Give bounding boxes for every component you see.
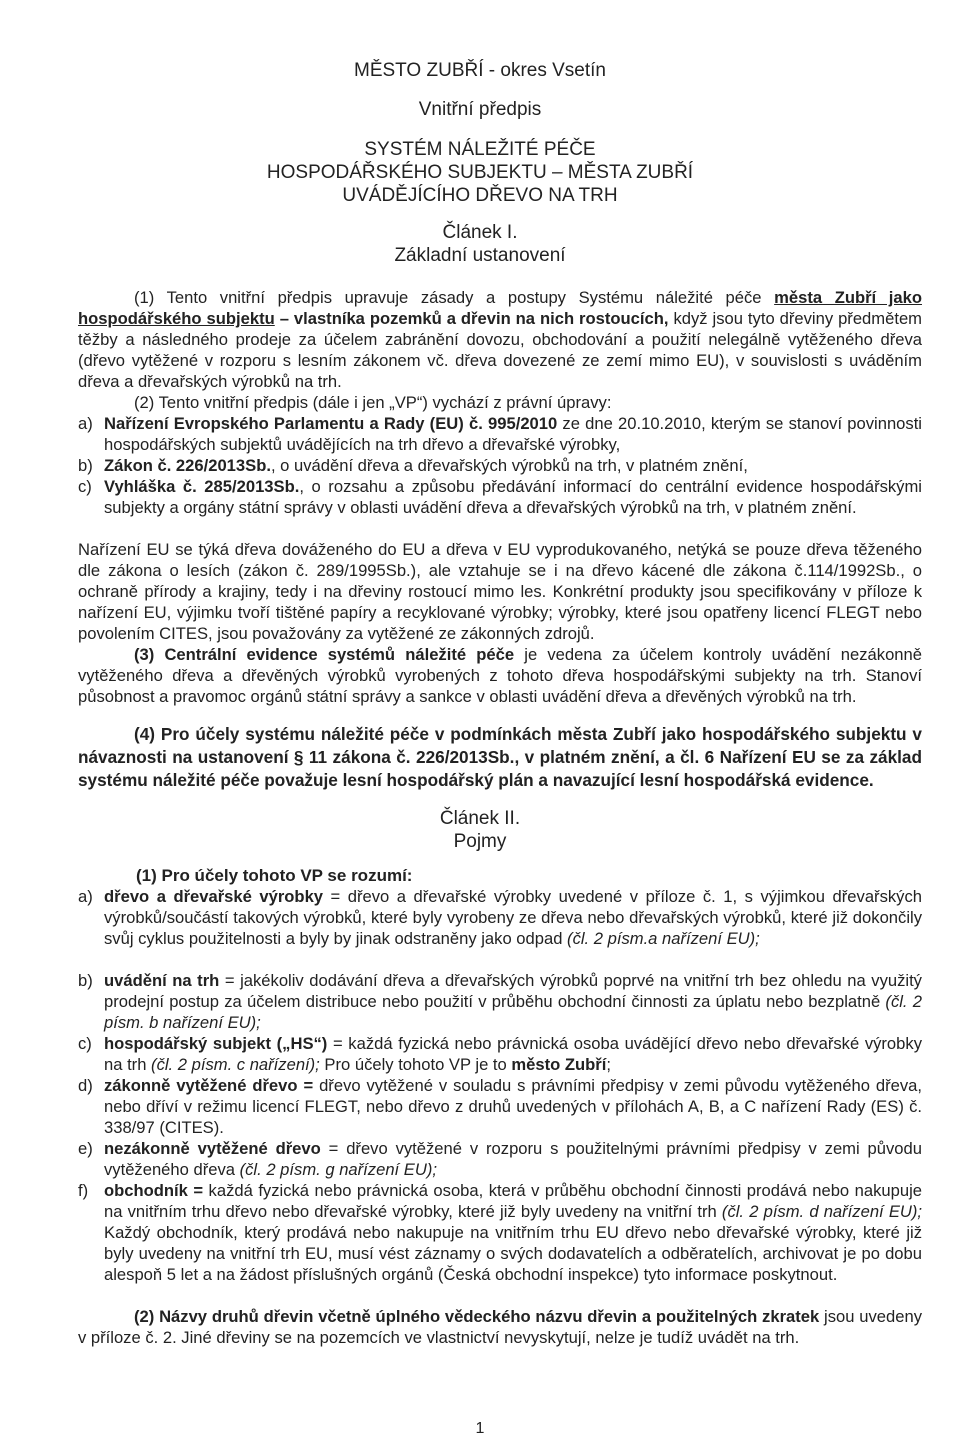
document-title-line-1: SYSTÉM NÁLEŽITÉ PÉČE bbox=[364, 139, 596, 160]
article-1-paragraph-1 bbox=[78, 287, 922, 392]
p1-owner-bold: – vlastníka pozemků a dřevin na nich rostoucích, bbox=[274, 309, 669, 328]
definition-tail-end: ; bbox=[606, 1055, 611, 1074]
definition-item bbox=[104, 1033, 922, 1075]
legal-basis-text: ze dne 20.10.2010, kterým se stanoví povinnosti hospodářských subjektů uvádějících na trh dřevo a dřevařské výrobky, bbox=[104, 414, 922, 454]
definition-item bbox=[104, 886, 922, 949]
definition-marker: e) bbox=[78, 1139, 93, 1158]
document-title-line-3: UVÁDĚJÍCÍHO DŘEVO NA TRH bbox=[342, 185, 618, 206]
legal-basis-title: Nařízení Evropského Parlamentu a Rady (EU) č. 995/2010 bbox=[104, 414, 558, 433]
document-title-line-2: HOSPODÁŘSKÉHO SUBJEKTU – MĚSTA ZUBŘÍ bbox=[266, 162, 694, 183]
p1-subject-underlined: města Zubří jako hospodářského subjektu bbox=[78, 288, 922, 328]
definition-reference: (čl. 2 písm. b nařízení EU); bbox=[104, 992, 922, 1032]
definitions-intro-text: (1) Pro účely tohoto VP se rozumí: bbox=[136, 866, 413, 885]
definition-marker: b) bbox=[78, 971, 93, 990]
list-marker: a) bbox=[78, 414, 93, 433]
definition-tail-bold: město Zubří bbox=[511, 1055, 607, 1074]
legal-basis-text: , o uvádění dřeva a dřevařských výrobků na trh, v platném znění, bbox=[270, 456, 748, 475]
definition-marker: f) bbox=[78, 1181, 89, 1200]
p2-text: jsou uvedeny v příloze č. 2. Jiné dřeviny se na pozemcích ve vlastnictví nevyskytují, nelze je tudíž uvádět na trh. bbox=[78, 1307, 923, 1347]
definition-text: dřevo vytěžené v souladu s právními předpisy v zemi původu vytěženého dřeva, nebo dříví v režimu licencí FLEGT, nebo dřevo z druhů uvedených v přílohách A, B, a C nařízení Rady (ES) č. 338/97 (CITES). bbox=[104, 1076, 922, 1137]
legal-basis-text: , o rozsahu a způsobu předávání informací do centrální evidence hospodářskými subjekty a orgány státní správy v oblasti uvádění dřeva a dřevařských výrobků na trh, v platném znění. bbox=[104, 477, 922, 517]
definition-term: dřevo a dřevařské výrobky bbox=[104, 887, 324, 906]
definition-text: každá fyzická nebo právnická osoba, která v průběhu obchodní činnosti prodává nebo nakupuje na vnitřním trhu dřevo nebo dřevařské výrobky, které již byly uvedeny na vnitřní trh bbox=[104, 1181, 922, 1221]
definition-item bbox=[104, 1075, 922, 1138]
legal-basis-item bbox=[104, 413, 922, 455]
definition-text: = dřevo a dřevařské výrobky uvedené v příloze č. 1, s výjimkou dřevařských výrobků/součástí takových výrobků, které byly vyrobeny ze dřeva nebo dřevařských výrobků, které již dokončily svůj cyklus použitelnosti a byly by jinak odstraněny jako odpad bbox=[104, 887, 922, 948]
article-2-paragraph-2 bbox=[78, 1306, 922, 1348]
definition-marker: a) bbox=[78, 887, 93, 906]
article-2-number: Článek II. bbox=[439, 808, 521, 829]
legal-basis-item bbox=[104, 455, 922, 476]
definition-reference: (čl. 2 písm. c nařízení); bbox=[151, 1055, 320, 1074]
list-marker: c) bbox=[78, 477, 92, 496]
p1-text-end: když jsou tyto dřeviny předmětem těžby a následného prodeje za účelem zabránění dovozu, obchodování a použití nelegálně vytěženého dřeva (dřevo vytěžené v rozporu s lesním zákonem vč. dřeva dovezené ze zemí mimo EU), v souvislosti s uváděním dřeva a dřevařských výrobků na trh. bbox=[78, 309, 922, 391]
page-number: 1 bbox=[475, 1420, 485, 1437]
legal-basis-title: Vyhláška č. 285/2013Sb. bbox=[104, 477, 300, 496]
article-1-number: Článek I. bbox=[442, 222, 518, 243]
definition-term: obchodník = bbox=[104, 1181, 204, 1200]
legal-basis-item bbox=[104, 476, 922, 518]
definition-reference: (čl. 2 písm. g nařízení EU); bbox=[239, 1160, 437, 1179]
definition-text: = dřevo vytěžené v rozporu s použitelnými právními předpisy v zemi původu vytěženého dřeva bbox=[104, 1139, 922, 1179]
definition-reference: (čl. 2 písm. d nařízení EU); bbox=[721, 1202, 923, 1221]
p2-heading: (2) Názvy druhů dřevin včetně úplného vědeckého názvu dřevin a použitelných zkratek bbox=[134, 1307, 820, 1326]
definition-item bbox=[104, 970, 922, 1033]
definition-item bbox=[104, 1138, 922, 1180]
article-1-title: Základní ustanovení bbox=[394, 245, 566, 266]
definition-marker: c) bbox=[78, 1034, 92, 1053]
definition-item bbox=[104, 1180, 922, 1285]
p4-text: (4) Pro účely systému náležité péče v podmínkách města Zubří jako hospodářského subjektu v návaznosti na ustanovení § 11 zákona č. 226/2013Sb., v platném znění, a čl. 6 Nařízení EU se za základ systému náležité péče považuje lesní hospodářský plán a navazující lesní hospodářská evidence. bbox=[78, 724, 922, 790]
definition-reference: (čl. 2 písm.a nařízení EU); bbox=[567, 929, 760, 948]
p3-heading: (3) Centrální evidence systémů náležité péče bbox=[134, 645, 515, 664]
legal-basis-title: Zákon č. 226/2013Sb. bbox=[104, 456, 271, 475]
p3-text: je vedena za účelem kontroly uvádění nezákonně vytěženého dřeva a dřevěných výrobků vyrobených z tohoto dřeva hospodářskými subjekty na trh. Stanoví působnost a pravomoc orgánů státní správy a sankce v oblasti uvádění dřeva a dřevěných výrobků na trh. bbox=[78, 645, 922, 706]
p1-text-start: (1) Tento vnitřní předpis upravuje zásady a postupy Systému náležité péče bbox=[134, 288, 775, 307]
definition-text: = každá fyzická nebo právnická osoba uvádějící dřevo nebo dřevařské výrobky na trh bbox=[104, 1034, 922, 1074]
document-type: Vnitřní předpis bbox=[418, 99, 542, 120]
definition-term: zákonně vytěžené dřevo = bbox=[104, 1076, 314, 1095]
definition-term: nezákonně vytěžené dřevo bbox=[104, 1139, 321, 1158]
definition-tail: Pro účely tohoto VP je to bbox=[319, 1055, 512, 1074]
definitions-intro bbox=[136, 865, 836, 886]
definition-term: uvádění na trh bbox=[104, 971, 220, 990]
eu-regulation-paragraph: Nařízení EU se týká dřeva dováženého do EU a dřeva v EU vyprodukovaného, netýká se pouze dřeva těženého dle zákona o lesích (zákon č. 289/1995Sb.), ale vztahuje se i na dřevo kácené dle zákona č.114/1992Sb., o ochraně přírody a krajiny, tedy i na dřeviny rostoucí mimo les. Konkrétní produkty jsou specifikovány v příloze k nařízení EU, výjimku tvoří tištěné papíry a recyklované výrobky; výrobky, které jsou opatřeny licencí FLEGT nebo povolením CITES, jsou považovány za vytěžené ze zákonných zdrojů. bbox=[78, 540, 922, 643]
list-marker: b) bbox=[78, 456, 93, 475]
definition-term: hospodářský subjekt („HS“) bbox=[104, 1034, 328, 1053]
article-1-paragraph-2: (2) Tento vnitřní předpis (dále i jen „VP“) vychází z právní úpravy: bbox=[134, 393, 612, 412]
municipality-heading: MĚSTO ZUBŘÍ - okres Vsetín bbox=[354, 60, 606, 81]
article-2-title: Pojmy bbox=[453, 831, 507, 852]
article-1-paragraph-4 bbox=[78, 723, 922, 792]
definition-text: = jakékoliv dodávání dřeva a dřevařských výrobků poprvé na vnitřní trh bez ohledu na využitý prodejní postup za účelem distribuce nebo použití v průběhu obchodní činnosti za úplatu nebo bezplatně bbox=[104, 971, 922, 1011]
definition-marker: d) bbox=[78, 1076, 93, 1095]
article-1-paragraph-3 bbox=[78, 644, 922, 707]
definition-tail: Každý obchodník, který prodává nebo nakupuje na vnitřním trhu EU dřevo nebo dřevařské výrobky, které již byly uvedeny na vnitřní trh EU, musí vést záznamy o svých dodavatelích a odběratelích, archivovat je po dobu alespoň 5 let a na žádost příslušných orgánů (Česká obchodní inspekce) tyto informace poskytnout. bbox=[104, 1223, 922, 1284]
